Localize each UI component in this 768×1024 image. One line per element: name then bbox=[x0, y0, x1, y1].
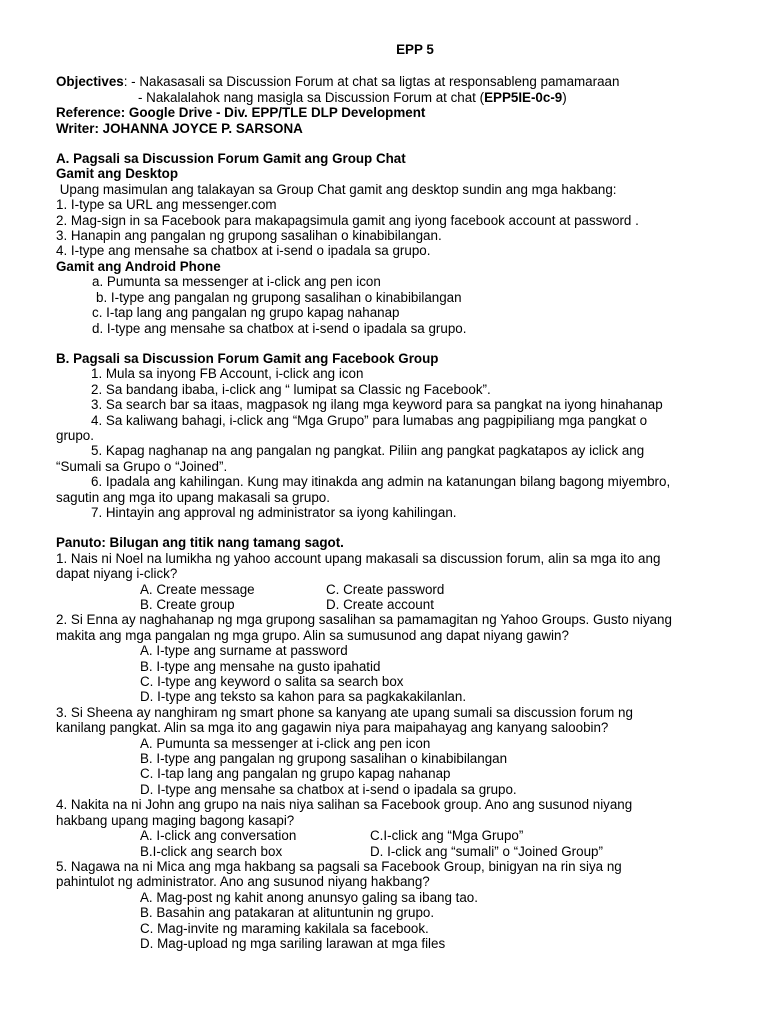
desktop-heading: Gamit ang Desktop bbox=[56, 166, 179, 182]
android-step: d. I-type ang mensahe sa chatbox at i-send o ipadala sa grupo. bbox=[92, 320, 467, 336]
question-1-cont: dapat niyang i-click? bbox=[56, 566, 178, 582]
choice-b[interactable]: B. Create group bbox=[140, 597, 235, 612]
choice-d[interactable]: D. I-type ang mensahe sa chatbox at i-send o ipadala sa grupo. bbox=[140, 781, 517, 797]
desktop-step: 1. I-type sa URL ang messenger.com bbox=[56, 197, 277, 213]
choice-row bbox=[56, 844, 746, 859]
writer-line: Writer: JOHANNA JOYCE P. SARSONA bbox=[56, 120, 303, 136]
facebook-step: 1. Mula sa inyong FB Account, i-click ang icon bbox=[91, 366, 364, 382]
choice-row bbox=[56, 582, 746, 597]
objective-2: - Nakalalahok nang masigla sa Discussion Forum at chat ( bbox=[138, 89, 485, 105]
choice-d[interactable]: D. I-click ang “sumali” o “Joined Group” bbox=[370, 843, 603, 859]
android-step: a. Pumunta sa messenger at i-click ang pen icon bbox=[92, 274, 381, 290]
android-step: b. I-type ang pangalan ng grupong sasalihan o kinabibilangan bbox=[96, 289, 462, 305]
question-5: 5. Nagawa na ni Mica ang mga hakbang sa pagsali sa Facebook Group, binigyan na rin siya ng bbox=[56, 858, 622, 874]
objective-2-close: ) bbox=[562, 89, 567, 105]
choice-row bbox=[56, 828, 746, 843]
competency-code: EPP5IE-0c-9 bbox=[484, 89, 563, 105]
choice-a[interactable]: A. Create message bbox=[140, 581, 255, 597]
choice-a[interactable]: A. Pumunta sa messenger at i-click ang pen icon bbox=[140, 735, 431, 751]
choice-d[interactable]: D. I-type ang teksto sa kahon para sa pagkakakilanlan. bbox=[140, 689, 467, 705]
facebook-step: 5. Kapag naghanap na ang pangalan ng pangkat. Piliin ang pangkat pagkatapos ay iclick ang bbox=[91, 443, 645, 459]
choice-a[interactable]: A. I-type ang surname at password bbox=[140, 643, 348, 659]
desktop-step: 4. I-type ang mensahe sa chatbox at i-send o ipadala sa grupo. bbox=[56, 243, 431, 259]
section-b-heading: B. Pagsali sa Discussion Forum Gamit ang Facebook Group bbox=[56, 350, 439, 366]
facebook-step: 3. Sa search bar sa itaas, magpasok ng ilang mga keyword para sa pangkat na iyong hinahanap bbox=[91, 397, 663, 413]
section-a-heading: A. Pagsali sa Discussion Forum Gamit ang Group Chat bbox=[56, 151, 406, 167]
choice-d[interactable]: D. Mag-upload ng mga sariling larawan at mga files bbox=[140, 935, 446, 951]
document-title: EPP 5 bbox=[396, 42, 434, 57]
question-3-cont: kanilang pangkat. Alin sa mga ito ang gagawin niya para maipahayag ang kanyang saloobin? bbox=[56, 720, 609, 736]
objectives-line-2 bbox=[56, 90, 746, 105]
facebook-step: 4. Sa kaliwang bahagi, i-click ang “Mga Grupo” para lumabas ang pagpipiliang mga pangkat o bbox=[91, 412, 648, 428]
choice-c[interactable]: C. I-type ang keyword o salita sa search box bbox=[140, 674, 404, 690]
question-4-cont: hakbang upang maging bagong kasapi? bbox=[56, 812, 295, 828]
choice-b[interactable]: B.I-click ang search box bbox=[140, 843, 283, 859]
desktop-step: 3. Hanapin ang pangalan ng grupong sasalihan o kinabibilangan. bbox=[56, 228, 442, 244]
question-2: 2. Si Enna ay naghahanap ng mga grupong sasalihan sa pamamagitan ng Yahoo Groups. Gusto niyang bbox=[56, 612, 672, 628]
desktop-step: 2. Mag-sign in sa Facebook para makapagsimula gamit ang iyong facebook account at password . bbox=[56, 212, 639, 228]
question-1: 1. Nais ni Noel na lumikha ng yahoo account upang makasali sa discussion forum, alin sa mga ito ang bbox=[56, 550, 661, 566]
choice-b[interactable]: B. I-type ang mensahe na gusto ipahatid bbox=[140, 658, 381, 674]
choice-b[interactable]: B. I-type ang pangalan ng grupong sasalihan o kinabibilangan bbox=[140, 751, 508, 767]
document-page bbox=[56, 42, 746, 951]
facebook-step: 6. Ipadala ang kahilingan. Kung may itinakda ang admin na katanungan bilang bagong miyembro, bbox=[91, 474, 671, 490]
question-2-cont: makita ang mga pangalan ng mga grupo. Alin sa sumusunod ang dapat niyang gawin? bbox=[56, 627, 569, 643]
reference-line: Reference: Google Drive - Div. EPP/TLE DLP Development bbox=[56, 105, 426, 121]
quiz-instructions: Panuto: Bilugan ang titik nang tamang sagot. bbox=[56, 535, 344, 551]
question-3: 3. Si Sheena ay nanghiram ng smart phone sa kanyang ate upang sumali sa discussion forum ng bbox=[56, 704, 633, 720]
choice-a[interactable]: A. I-click ang conversation bbox=[140, 828, 297, 844]
choice-c[interactable]: C. Mag-invite ng maraming kakilala sa facebook. bbox=[140, 920, 429, 936]
choice-c[interactable]: C. I-tap lang ang pangalan ng grupo kapag nahanap bbox=[140, 766, 451, 782]
choice-row bbox=[56, 597, 746, 612]
facebook-step-cont: sagutin ang mga ito upang makasali sa grupo. bbox=[56, 489, 330, 505]
facebook-step: 2. Sa bandang ibaba, i-click ang “ lumipat sa Classic ng Facebook”. bbox=[91, 381, 491, 397]
choice-c[interactable]: C. Create password bbox=[326, 581, 445, 597]
objective-1: : - Nakasasali sa Discussion Forum at chat sa ligtas at responsableng pamamaraan bbox=[123, 74, 620, 90]
choice-c[interactable]: C.I-click ang “Mga Grupo” bbox=[370, 828, 524, 844]
facebook-step-cont: grupo. bbox=[56, 427, 94, 443]
question-5-cont: pahintulot ng administrator. Ano ang susunod niyang hakbang? bbox=[56, 874, 430, 890]
question-4: 4. Nakita na ni John ang grupo na nais niya salihan sa Facebook group. Ano ang susunod niyang bbox=[56, 797, 633, 813]
android-heading: Gamit ang Android Phone bbox=[56, 258, 221, 274]
android-step: c. I-tap lang ang pangalan ng grupo kapag nahanap bbox=[92, 305, 400, 321]
objectives-line-1 bbox=[56, 74, 746, 89]
facebook-step: 7. Hintayin ang approval ng administrator sa iyong kahilingan. bbox=[91, 504, 457, 520]
choice-a[interactable]: A. Mag-post ng kahit anong anunsyo galing sa ibang tao. bbox=[140, 889, 478, 905]
facebook-step-cont: “Sumali sa Grupo o “Joined”. bbox=[56, 458, 228, 474]
choice-b[interactable]: B. Basahin ang patakaran at alituntunin ng grupo. bbox=[140, 905, 435, 921]
choice-d[interactable]: D. Create account bbox=[326, 597, 434, 612]
desktop-intro: Upang masimulan ang talakayan sa Group Chat gamit ang desktop sundin ang mga hakbang: bbox=[56, 181, 617, 197]
objectives-label: Objectives bbox=[56, 74, 124, 90]
